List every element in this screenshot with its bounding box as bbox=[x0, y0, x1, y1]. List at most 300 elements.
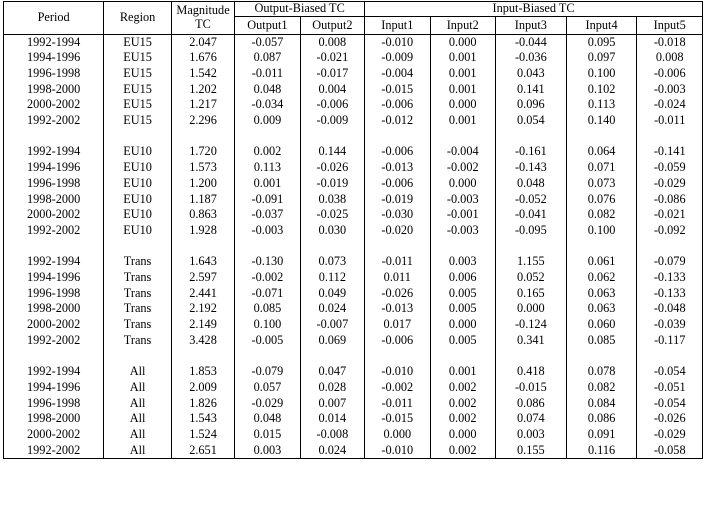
cell-input1: -0.006 bbox=[365, 176, 430, 192]
cell-period: 1996-1998 bbox=[4, 66, 104, 82]
cell-input5: -0.021 bbox=[637, 207, 703, 223]
cell-input1: -0.020 bbox=[365, 223, 430, 239]
cell-output2: -0.009 bbox=[300, 113, 364, 129]
cell-magnitude: 1.676 bbox=[171, 50, 234, 66]
cell-input5: -0.117 bbox=[637, 333, 703, 349]
cell-input1: -0.013 bbox=[365, 160, 430, 176]
cell-input4: 0.073 bbox=[566, 176, 637, 192]
spacer-cell bbox=[566, 349, 637, 365]
tc-decomposition-table bbox=[3, 1, 703, 459]
cell-input1: -0.006 bbox=[365, 333, 430, 349]
cell-input5: -0.011 bbox=[637, 113, 703, 129]
cell-output1: 0.087 bbox=[235, 50, 300, 66]
cell-input5: -0.024 bbox=[637, 97, 703, 113]
cell-region: All bbox=[104, 443, 172, 459]
table-row bbox=[4, 396, 703, 412]
cell-period: 1992-2002 bbox=[4, 443, 104, 459]
spacer-cell bbox=[104, 239, 172, 255]
cell-region: EU10 bbox=[104, 207, 172, 223]
cell-input2: 0.001 bbox=[430, 82, 495, 98]
cell-region: EU10 bbox=[104, 160, 172, 176]
cell-output2: 0.073 bbox=[300, 254, 364, 270]
cell-output1: -0.034 bbox=[235, 97, 300, 113]
spacer-cell bbox=[104, 129, 172, 145]
cell-input5: -0.141 bbox=[637, 144, 703, 160]
cell-region: All bbox=[104, 380, 172, 396]
cell-output2: 0.144 bbox=[300, 144, 364, 160]
cell-input3: -0.044 bbox=[495, 34, 566, 50]
cell-region: All bbox=[104, 396, 172, 412]
cell-output1: -0.091 bbox=[235, 192, 300, 208]
cell-input3: 0.155 bbox=[495, 443, 566, 459]
cell-input2: 0.001 bbox=[430, 364, 495, 380]
cell-output2: -0.019 bbox=[300, 176, 364, 192]
subheader-input1: Input1 bbox=[365, 16, 430, 34]
cell-input1: -0.010 bbox=[365, 364, 430, 380]
cell-input1: 0.017 bbox=[365, 317, 430, 333]
cell-input1: -0.026 bbox=[365, 286, 430, 302]
cell-output2: 0.024 bbox=[300, 443, 364, 459]
cell-input2: 0.002 bbox=[430, 396, 495, 412]
cell-period: 1998-2000 bbox=[4, 82, 104, 98]
spacer-cell bbox=[637, 129, 703, 145]
cell-input5: -0.133 bbox=[637, 270, 703, 286]
cell-period: 1992-1994 bbox=[4, 144, 104, 160]
cell-input4: 0.082 bbox=[566, 380, 637, 396]
spacer-cell bbox=[300, 129, 364, 145]
cell-region: All bbox=[104, 427, 172, 443]
cell-period: 1996-1998 bbox=[4, 396, 104, 412]
cell-output1: 0.015 bbox=[235, 427, 300, 443]
cell-input5: -0.059 bbox=[637, 160, 703, 176]
cell-magnitude: 1.524 bbox=[171, 427, 234, 443]
cell-output2: -0.026 bbox=[300, 160, 364, 176]
cell-input5: -0.048 bbox=[637, 301, 703, 317]
table-container bbox=[3, 1, 703, 459]
spacer-cell bbox=[430, 239, 495, 255]
spacer-cell bbox=[637, 349, 703, 365]
cell-period: 1994-1996 bbox=[4, 160, 104, 176]
cell-input2: -0.002 bbox=[430, 160, 495, 176]
cell-output2: 0.008 bbox=[300, 34, 364, 50]
table-row bbox=[4, 66, 703, 82]
cell-output1: -0.011 bbox=[235, 66, 300, 82]
table-row bbox=[4, 34, 703, 50]
cell-input5: -0.054 bbox=[637, 364, 703, 380]
cell-magnitude: 2.149 bbox=[171, 317, 234, 333]
spacer-cell bbox=[566, 239, 637, 255]
spacer-cell bbox=[365, 129, 430, 145]
cell-region: Trans bbox=[104, 254, 172, 270]
cell-period: 1992-1994 bbox=[4, 364, 104, 380]
cell-region: All bbox=[104, 364, 172, 380]
cell-period: 1992-2002 bbox=[4, 333, 104, 349]
cell-region: All bbox=[104, 411, 172, 427]
cell-input3: 0.043 bbox=[495, 66, 566, 82]
cell-period: 2000-2002 bbox=[4, 427, 104, 443]
cell-input3: -0.095 bbox=[495, 223, 566, 239]
table-row bbox=[4, 160, 703, 176]
cell-input3: -0.036 bbox=[495, 50, 566, 66]
cell-output1: -0.037 bbox=[235, 207, 300, 223]
spacer-cell bbox=[4, 129, 104, 145]
cell-output2: 0.030 bbox=[300, 223, 364, 239]
table-row bbox=[4, 223, 703, 239]
header-output-biased-text: Output-Biased TC bbox=[254, 1, 345, 15]
cell-output1: -0.005 bbox=[235, 333, 300, 349]
spacer-cell bbox=[171, 129, 234, 145]
spacer-cell bbox=[430, 129, 495, 145]
cell-period: 2000-2002 bbox=[4, 317, 104, 333]
group-spacer-row bbox=[4, 349, 703, 365]
cell-region: Trans bbox=[104, 317, 172, 333]
cell-output2: 0.049 bbox=[300, 286, 364, 302]
header-input-biased-text: Input-Biased TC bbox=[492, 1, 575, 15]
table-body bbox=[4, 34, 703, 459]
cell-region: EU10 bbox=[104, 176, 172, 192]
cell-input1: -0.030 bbox=[365, 207, 430, 223]
table-row bbox=[4, 270, 703, 286]
cell-magnitude: 1.217 bbox=[171, 97, 234, 113]
cell-input2: 0.000 bbox=[430, 317, 495, 333]
cell-region: Trans bbox=[104, 301, 172, 317]
spacer-cell bbox=[495, 129, 566, 145]
cell-input2: 0.001 bbox=[430, 50, 495, 66]
cell-period: 1996-1998 bbox=[4, 286, 104, 302]
cell-period: 1996-1998 bbox=[4, 176, 104, 192]
cell-input2: -0.003 bbox=[430, 192, 495, 208]
cell-output2: -0.006 bbox=[300, 97, 364, 113]
cell-input3: -0.052 bbox=[495, 192, 566, 208]
cell-magnitude: 3.428 bbox=[171, 333, 234, 349]
cell-input2: -0.001 bbox=[430, 207, 495, 223]
spacer-cell bbox=[171, 239, 234, 255]
cell-period: 1998-2000 bbox=[4, 192, 104, 208]
cell-input1: -0.013 bbox=[365, 301, 430, 317]
cell-input4: 0.100 bbox=[566, 223, 637, 239]
cell-magnitude: 1.542 bbox=[171, 66, 234, 82]
cell-input2: 0.002 bbox=[430, 443, 495, 459]
cell-region: Trans bbox=[104, 270, 172, 286]
spacer-cell bbox=[300, 239, 364, 255]
table-row bbox=[4, 364, 703, 380]
cell-input5: -0.092 bbox=[637, 223, 703, 239]
subheader-output2: Output2 bbox=[300, 16, 364, 34]
cell-input4: 0.113 bbox=[566, 97, 637, 113]
cell-input4: 0.097 bbox=[566, 50, 637, 66]
spacer-cell bbox=[4, 349, 104, 365]
table-row bbox=[4, 97, 703, 113]
cell-input3: 0.003 bbox=[495, 427, 566, 443]
cell-input5: -0.029 bbox=[637, 427, 703, 443]
cell-input2: 0.006 bbox=[430, 270, 495, 286]
cell-region: EU15 bbox=[104, 50, 172, 66]
cell-input2: 0.005 bbox=[430, 333, 495, 349]
cell-region: EU10 bbox=[104, 192, 172, 208]
cell-input2: -0.004 bbox=[430, 144, 495, 160]
subheader-input4: Input4 bbox=[566, 16, 637, 34]
group-spacer-row bbox=[4, 239, 703, 255]
cell-input4: 0.071 bbox=[566, 160, 637, 176]
cell-output1: -0.057 bbox=[235, 34, 300, 50]
spacer-cell bbox=[235, 239, 300, 255]
table-row bbox=[4, 113, 703, 129]
cell-input3: -0.124 bbox=[495, 317, 566, 333]
table-row bbox=[4, 380, 703, 396]
cell-period: 1994-1996 bbox=[4, 270, 104, 286]
cell-input5: -0.029 bbox=[637, 176, 703, 192]
cell-input2: 0.001 bbox=[430, 66, 495, 82]
cell-input5: -0.058 bbox=[637, 443, 703, 459]
table-row bbox=[4, 333, 703, 349]
cell-region: EU15 bbox=[104, 66, 172, 82]
header-magnitude bbox=[171, 2, 234, 35]
cell-output1: 0.100 bbox=[235, 317, 300, 333]
cell-input2: 0.005 bbox=[430, 301, 495, 317]
cell-input4: 0.116 bbox=[566, 443, 637, 459]
cell-output2: -0.025 bbox=[300, 207, 364, 223]
cell-period: 1998-2000 bbox=[4, 301, 104, 317]
spacer-cell bbox=[566, 129, 637, 145]
cell-output2: 0.038 bbox=[300, 192, 364, 208]
cell-input1: -0.012 bbox=[365, 113, 430, 129]
cell-input4: 0.095 bbox=[566, 34, 637, 50]
cell-input3: 0.052 bbox=[495, 270, 566, 286]
cell-output1: -0.029 bbox=[235, 396, 300, 412]
cell-input4: 0.060 bbox=[566, 317, 637, 333]
cell-output1: -0.079 bbox=[235, 364, 300, 380]
cell-output2: -0.008 bbox=[300, 427, 364, 443]
cell-input2: -0.003 bbox=[430, 223, 495, 239]
cell-period: 1994-1996 bbox=[4, 50, 104, 66]
cell-input2: 0.000 bbox=[430, 427, 495, 443]
header-magnitude-text: Magnitude TC bbox=[176, 3, 230, 31]
cell-input1: 0.011 bbox=[365, 270, 430, 286]
cell-magnitude: 1.200 bbox=[171, 176, 234, 192]
cell-input3: -0.041 bbox=[495, 207, 566, 223]
table-row bbox=[4, 207, 703, 223]
cell-period: 1992-1994 bbox=[4, 34, 104, 50]
cell-output2: 0.004 bbox=[300, 82, 364, 98]
cell-input4: 0.061 bbox=[566, 254, 637, 270]
cell-input1: -0.011 bbox=[365, 254, 430, 270]
cell-input4: 0.086 bbox=[566, 411, 637, 427]
cell-region: EU15 bbox=[104, 34, 172, 50]
cell-input4: 0.063 bbox=[566, 301, 637, 317]
cell-magnitude: 1.853 bbox=[171, 364, 234, 380]
cell-output2: 0.047 bbox=[300, 364, 364, 380]
cell-input3: 0.074 bbox=[495, 411, 566, 427]
cell-output1: -0.003 bbox=[235, 223, 300, 239]
cell-region: EU10 bbox=[104, 144, 172, 160]
spacer-cell bbox=[104, 349, 172, 365]
cell-region: EU10 bbox=[104, 223, 172, 239]
cell-magnitude: 2.441 bbox=[171, 286, 234, 302]
cell-input5: -0.086 bbox=[637, 192, 703, 208]
cell-output2: -0.017 bbox=[300, 66, 364, 82]
subheader-output1: Output1 bbox=[235, 16, 300, 34]
cell-output1: 0.085 bbox=[235, 301, 300, 317]
cell-input5: -0.006 bbox=[637, 66, 703, 82]
cell-input5: -0.003 bbox=[637, 82, 703, 98]
header-period: Period bbox=[4, 2, 104, 35]
cell-output1: -0.071 bbox=[235, 286, 300, 302]
cell-input3: 0.341 bbox=[495, 333, 566, 349]
cell-output1: 0.113 bbox=[235, 160, 300, 176]
cell-output2: 0.112 bbox=[300, 270, 364, 286]
header-output-biased bbox=[235, 2, 365, 17]
cell-period: 1992-2002 bbox=[4, 113, 104, 129]
table-row bbox=[4, 176, 703, 192]
cell-input1: -0.011 bbox=[365, 396, 430, 412]
cell-period: 1998-2000 bbox=[4, 411, 104, 427]
table-row bbox=[4, 411, 703, 427]
cell-magnitude: 2.192 bbox=[171, 301, 234, 317]
cell-output1: 0.003 bbox=[235, 443, 300, 459]
cell-input3: 1.155 bbox=[495, 254, 566, 270]
cell-input2: 0.000 bbox=[430, 97, 495, 113]
cell-output1: 0.009 bbox=[235, 113, 300, 129]
cell-magnitude: 1.187 bbox=[171, 192, 234, 208]
cell-output1: 0.001 bbox=[235, 176, 300, 192]
spacer-cell bbox=[495, 349, 566, 365]
cell-input5: -0.018 bbox=[637, 34, 703, 50]
cell-region: EU15 bbox=[104, 82, 172, 98]
cell-input3: -0.143 bbox=[495, 160, 566, 176]
cell-output1: -0.130 bbox=[235, 254, 300, 270]
cell-magnitude: 1.720 bbox=[171, 144, 234, 160]
cell-magnitude: 1.573 bbox=[171, 160, 234, 176]
cell-input2: 0.001 bbox=[430, 113, 495, 129]
spacer-cell bbox=[235, 349, 300, 365]
spacer-cell bbox=[365, 239, 430, 255]
cell-region: Trans bbox=[104, 333, 172, 349]
cell-input2: 0.002 bbox=[430, 380, 495, 396]
cell-input2: 0.003 bbox=[430, 254, 495, 270]
spacer-cell bbox=[300, 349, 364, 365]
spacer-cell bbox=[235, 129, 300, 145]
cell-magnitude: 2.651 bbox=[171, 443, 234, 459]
cell-input2: 0.002 bbox=[430, 411, 495, 427]
cell-input5: -0.054 bbox=[637, 396, 703, 412]
cell-input3: -0.161 bbox=[495, 144, 566, 160]
group-spacer-row bbox=[4, 129, 703, 145]
cell-output2: 0.024 bbox=[300, 301, 364, 317]
cell-input1: -0.006 bbox=[365, 144, 430, 160]
cell-magnitude: 1.826 bbox=[171, 396, 234, 412]
cell-input1: -0.015 bbox=[365, 411, 430, 427]
cell-input3: 0.096 bbox=[495, 97, 566, 113]
cell-output2: 0.028 bbox=[300, 380, 364, 396]
header-region: Region bbox=[104, 2, 172, 35]
cell-input3: 0.141 bbox=[495, 82, 566, 98]
cell-output2: -0.007 bbox=[300, 317, 364, 333]
subheader-input5: Input5 bbox=[637, 16, 703, 34]
table-row bbox=[4, 427, 703, 443]
cell-input4: 0.064 bbox=[566, 144, 637, 160]
cell-input3: -0.015 bbox=[495, 380, 566, 396]
cell-magnitude: 1.928 bbox=[171, 223, 234, 239]
cell-input3: 0.165 bbox=[495, 286, 566, 302]
cell-input4: 0.102 bbox=[566, 82, 637, 98]
cell-magnitude: 1.643 bbox=[171, 254, 234, 270]
cell-input1: -0.004 bbox=[365, 66, 430, 82]
cell-input4: 0.140 bbox=[566, 113, 637, 129]
spacer-cell bbox=[365, 349, 430, 365]
cell-input1: -0.010 bbox=[365, 34, 430, 50]
cell-output2: 0.069 bbox=[300, 333, 364, 349]
cell-input3: 0.418 bbox=[495, 364, 566, 380]
spacer-cell bbox=[495, 239, 566, 255]
cell-output2: 0.007 bbox=[300, 396, 364, 412]
cell-input1: -0.015 bbox=[365, 82, 430, 98]
cell-input2: 0.000 bbox=[430, 176, 495, 192]
cell-input1: 0.000 bbox=[365, 427, 430, 443]
cell-input5: -0.051 bbox=[637, 380, 703, 396]
cell-period: 1992-2002 bbox=[4, 223, 104, 239]
cell-output1: -0.002 bbox=[235, 270, 300, 286]
cell-output2: -0.021 bbox=[300, 50, 364, 66]
spacer-cell bbox=[4, 239, 104, 255]
cell-period: 1994-1996 bbox=[4, 380, 104, 396]
table-row bbox=[4, 144, 703, 160]
spacer-cell bbox=[171, 349, 234, 365]
spacer-cell bbox=[430, 349, 495, 365]
cell-magnitude: 2.047 bbox=[171, 34, 234, 50]
subheader-input2: Input2 bbox=[430, 16, 495, 34]
cell-input4: 0.082 bbox=[566, 207, 637, 223]
cell-region: Trans bbox=[104, 286, 172, 302]
cell-input4: 0.085 bbox=[566, 333, 637, 349]
cell-magnitude: 2.597 bbox=[171, 270, 234, 286]
cell-output1: 0.048 bbox=[235, 411, 300, 427]
cell-region: EU15 bbox=[104, 113, 172, 129]
cell-magnitude: 0.863 bbox=[171, 207, 234, 223]
table-row bbox=[4, 301, 703, 317]
cell-input3: 0.048 bbox=[495, 176, 566, 192]
table-row bbox=[4, 254, 703, 270]
cell-region: EU15 bbox=[104, 97, 172, 113]
cell-input5: -0.133 bbox=[637, 286, 703, 302]
cell-input1: -0.010 bbox=[365, 443, 430, 459]
cell-output2: 0.014 bbox=[300, 411, 364, 427]
cell-magnitude: 2.009 bbox=[171, 380, 234, 396]
cell-magnitude: 1.202 bbox=[171, 82, 234, 98]
cell-input4: 0.076 bbox=[566, 192, 637, 208]
cell-input2: 0.005 bbox=[430, 286, 495, 302]
cell-input3: 0.054 bbox=[495, 113, 566, 129]
cell-input5: 0.008 bbox=[637, 50, 703, 66]
cell-input1: -0.002 bbox=[365, 380, 430, 396]
table-row bbox=[4, 82, 703, 98]
cell-input2: 0.000 bbox=[430, 34, 495, 50]
cell-input4: 0.100 bbox=[566, 66, 637, 82]
cell-input1: -0.009 bbox=[365, 50, 430, 66]
cell-magnitude: 1.543 bbox=[171, 411, 234, 427]
cell-period: 1992-1994 bbox=[4, 254, 104, 270]
table-header bbox=[4, 2, 703, 35]
table-row bbox=[4, 50, 703, 66]
table-row bbox=[4, 443, 703, 459]
cell-output1: 0.057 bbox=[235, 380, 300, 396]
cell-period: 2000-2002 bbox=[4, 207, 104, 223]
cell-input5: -0.026 bbox=[637, 411, 703, 427]
cell-input4: 0.084 bbox=[566, 396, 637, 412]
cell-input4: 0.063 bbox=[566, 286, 637, 302]
cell-input5: -0.079 bbox=[637, 254, 703, 270]
cell-input1: -0.006 bbox=[365, 97, 430, 113]
cell-period: 2000-2002 bbox=[4, 97, 104, 113]
